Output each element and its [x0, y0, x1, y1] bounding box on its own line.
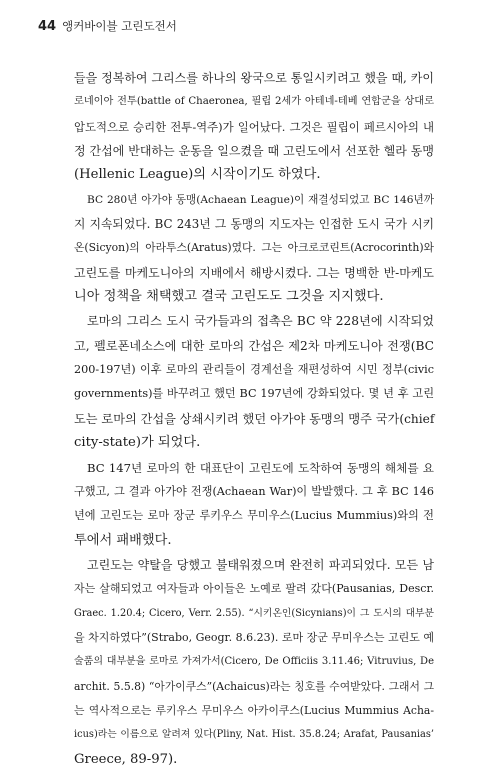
text-line: 고린도는 약탈을 당했고 불태워졌으며 완전히 파괴되었다. 모든 남 — [87, 557, 434, 572]
text-line: 정 간섭에 반대하는 운동을 일으켰을 때 고린도에서 선포한 헬라 동맹 — [74, 144, 434, 159]
paragraph — [74, 188, 434, 310]
text-line: Graec. 1.20.4; Cicero, Verr. 2.55). “시키온인(Sicynians)이 그 도시의 대부분 — [74, 607, 434, 619]
text-line: (Hellenic League)의 시작이기도 하였다. — [74, 167, 321, 183]
text-line: city-state)가 되었다. — [74, 435, 201, 451]
text-line: 고, 펠로폰네소스에 대한 로마의 간섭은 제2차 마케도니아 전쟁(BC — [74, 338, 434, 353]
text-line: BC 147년 로마의 한 대표단이 고린도에 도착하여 동맹의 해체를 요 — [87, 460, 434, 475]
text-line: Greece, 89-97). — [74, 751, 178, 767]
text-line: icus)라는 이름으로 알려져 있다(Pliny, Nat. Hist. 35.8.24; Arafat, Pausanias’ — [74, 729, 434, 741]
text-line: 구했고, 그 결과 아가야 전쟁(Achaean War)이 발발했다. 그 후 BC 146 — [74, 484, 434, 498]
text-line: 을 차지하였다”(Strabo, Geogr. 8.6.23). 로마 장군 무미우스는 고린도 예 — [74, 630, 434, 644]
book-title: 앵커바이블 고린도전서 — [62, 19, 177, 33]
text-line: BC 280년 아가야 동맹(Achaean League)이 재결성되었고 BC 146년까 — [87, 193, 434, 206]
text-line: 온(Sicyon)의 아라투스(Aratus)였다. 그는 아크로코린트(Acrocorinth)와 — [74, 241, 434, 255]
paragraph — [74, 456, 434, 553]
paragraph — [74, 309, 434, 455]
paragraph — [74, 66, 434, 188]
text-line: 투에서 패배했다. — [74, 532, 172, 548]
text-line: 들을 정복하여 그리스를 하나의 왕국으로 통일시키려고 했을 때, 카이 — [74, 71, 434, 85]
text-line: 는 역사적으로는 루키우스 무미우스 아카이쿠스(Lucius Mummius Acha- — [74, 703, 434, 717]
text-line: 도는 로마의 간섭을 상쇄시키려 했던 아가야 동맹의 맹주 국가(chief — [74, 411, 435, 426]
text-line: 자는 살해되었고 여자들과 아이들은 노예로 팔려 갔다(Pausanias, Descr. — [74, 582, 434, 596]
text-line: 200-197년) 이후 로마의 관리들이 경계선을 재편성하여 시민 정부(civic — [74, 363, 434, 377]
text-line: 고린도를 마케도니아의 지배에서 해방시켰다. 그는 명백한 반-마케도 — [74, 265, 434, 280]
text-line: 년에 고린도는 로마 장군 루키우스 무미우스(Lucius Mummius)와의 전 — [74, 509, 434, 523]
paragraph — [74, 553, 434, 772]
text-line: 술품의 대부분을 로마로 가져가서(Cicero, De Officiis 3.11.46; Vitruvius, De — [74, 656, 434, 668]
text-line: 로마의 그리스 도시 국가들과의 접촉은 BC 약 228년에 시작되었 — [87, 314, 434, 329]
running-header — [38, 18, 177, 34]
body-text — [74, 66, 434, 772]
text-line: 로네이아 전투(battle of Chaeronea, 필립 2세가 아테네-테베 연합군을 상대로 — [74, 96, 434, 108]
text-line: 압도적으로 승리한 전투-역주)가 일어났다. 그것은 필립이 페르시아의 내 — [74, 119, 434, 134]
page-number: 44 — [38, 19, 57, 34]
text-line: 니아 정책을 채택했고 결국 고린도도 그것을 지지했다. — [74, 289, 384, 305]
text-line: governments)를 바꾸려고 했던 BC 197년에 강화되었다. 몇 년 후 고린 — [74, 387, 434, 401]
text-line: archit. 5.5.8) “아가이쿠스”(Achaicus)라는 칭호를 수여받았다. 그래서 그 — [74, 679, 434, 693]
text-line: 지 지속되었다. BC 243년 그 동맹의 지도자는 인접한 도시 국가 시키 — [74, 217, 434, 232]
